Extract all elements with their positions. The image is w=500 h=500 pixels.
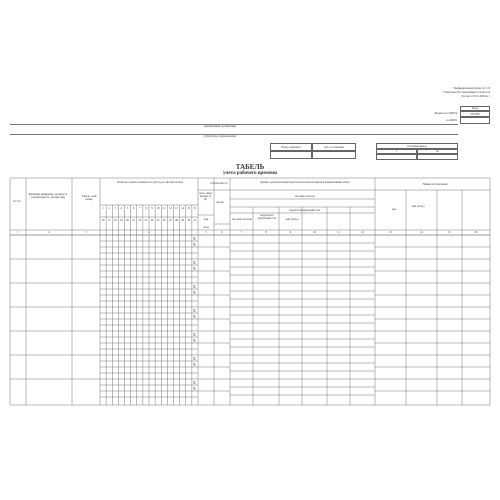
day-number: 26	[162, 219, 166, 222]
day-number: 27	[169, 219, 172, 222]
x-mark: Х	[192, 356, 196, 361]
document-subtitle: учета рабочего времени	[223, 171, 277, 176]
day-number: 5	[126, 207, 129, 210]
col-tab-header: Табель- ный номер	[81, 195, 97, 202]
day-number: 20	[126, 219, 129, 222]
column-number: 6	[221, 231, 223, 234]
x-mark: Х	[192, 332, 196, 337]
day-number: 31	[193, 219, 197, 222]
col-payroll-header: Данные для начисления заработной платы по видам и направлениям затрат	[260, 181, 350, 184]
day-number: 12	[169, 207, 172, 210]
x-mark: Х	[192, 308, 196, 313]
doc-date-label: Дата составления	[324, 146, 344, 149]
col-hours-header: часы	[203, 226, 209, 229]
doc-number-label: Номер документа	[281, 146, 301, 149]
day-number: 24	[150, 219, 154, 222]
day-number: 25	[156, 219, 160, 222]
absence-days-label: дни (часы)	[411, 205, 425, 208]
col-month-header: месяц	[216, 201, 224, 204]
column-number: 1	[17, 231, 19, 234]
period-to-label: по	[436, 150, 439, 153]
document-title: ТАБЕЛЬ	[235, 163, 265, 171]
payroll-code2-label: код вида оплаты	[232, 218, 252, 221]
payroll-account-label: корреспондирующий счет	[289, 209, 321, 212]
x-mark: Х	[192, 386, 196, 391]
day-number: 8	[145, 207, 147, 210]
absence-code-label: код	[392, 208, 396, 211]
form-line2: Утверждена Постановлением Госкомстата	[443, 91, 490, 94]
x-mark: Х	[192, 362, 196, 367]
col-half-month-header: поло- вину месяца (I, II)	[199, 192, 212, 202]
column-number: 4	[148, 231, 150, 234]
x-mark: Х	[192, 284, 196, 289]
column-number: 8	[265, 231, 267, 234]
day-number: 4	[120, 207, 123, 210]
day-number: 1	[102, 207, 104, 210]
payroll-days-hours-label: дни (часы)	[285, 218, 299, 221]
day-number: 30	[187, 219, 191, 222]
column-number: 13	[389, 231, 392, 234]
column-number: 10	[313, 231, 316, 234]
column-number: 14	[420, 231, 423, 234]
day-number: Х	[193, 207, 196, 210]
form-line1: Унифицированная форма № Т-13	[453, 87, 490, 90]
day-number: 2	[108, 207, 110, 210]
day-number: 29	[181, 219, 185, 222]
col-worked-header: Отработано за	[210, 182, 228, 185]
column-number: 5	[205, 231, 207, 234]
x-mark: Х	[192, 314, 196, 319]
col-days-header: дни	[203, 218, 209, 221]
column-number: 7	[240, 231, 243, 234]
x-mark: Х	[192, 338, 196, 343]
org-caption: (наименование организации)	[204, 125, 236, 128]
column-number: 15	[448, 231, 451, 234]
day-number: 7	[139, 207, 141, 210]
day-number: 23	[144, 219, 148, 222]
payroll-corr-label: корреспон- дирующий счет	[257, 214, 277, 221]
column-number: 9	[289, 231, 292, 234]
day-number: 16	[101, 219, 105, 222]
x-mark: Х	[192, 260, 196, 265]
day-number: 9	[151, 207, 153, 210]
day-number: 3	[114, 207, 117, 210]
day-number: 13	[175, 207, 178, 210]
x-mark: Х	[192, 236, 196, 241]
form-line3: России от 05.01.2004 № 1	[461, 95, 490, 98]
column-number: 12	[361, 231, 364, 234]
okud-code: 0301008	[470, 113, 480, 116]
day-number: 21	[132, 219, 136, 222]
x-mark: Х	[192, 380, 196, 385]
day-number: 22	[138, 219, 142, 222]
x-mark: Х	[192, 242, 196, 247]
period-from-label: с	[395, 150, 398, 153]
period-label: Отчетный период	[407, 145, 427, 148]
dept-caption: (структурное подразделение)	[203, 135, 237, 138]
day-number: 6	[132, 207, 135, 210]
column-number: 2	[48, 231, 50, 234]
day-number: 10	[156, 207, 160, 210]
col-marks-header: Отметки о явках и неявках на работу по числам месяца	[117, 181, 183, 184]
col-absence-header: Неявки по причинам	[422, 183, 448, 186]
day-number: 28	[175, 219, 178, 222]
day-number: 18	[113, 219, 117, 222]
okpo-label: по ОКПО	[446, 119, 457, 122]
day-number: 19	[120, 219, 123, 222]
x-mark: Х	[192, 266, 196, 271]
payroll-code-label: код вида оплаты	[295, 195, 315, 198]
column-number: 16	[474, 231, 478, 234]
day-number: 14	[181, 207, 185, 210]
col-no-header: № п/п	[13, 200, 21, 203]
column-number: 11	[337, 231, 340, 234]
column-number: 3	[85, 231, 87, 234]
day-number: 11	[162, 207, 166, 210]
codes-label: Коды	[472, 107, 478, 110]
x-mark: Х	[192, 290, 196, 295]
col-name-header: Фамилия, инициалы, должность (специальность, профессия)	[28, 193, 68, 200]
day-number: 15	[187, 207, 191, 210]
day-number: 17	[107, 219, 111, 222]
okud-label: Форма по ОКУД	[434, 111, 457, 115]
